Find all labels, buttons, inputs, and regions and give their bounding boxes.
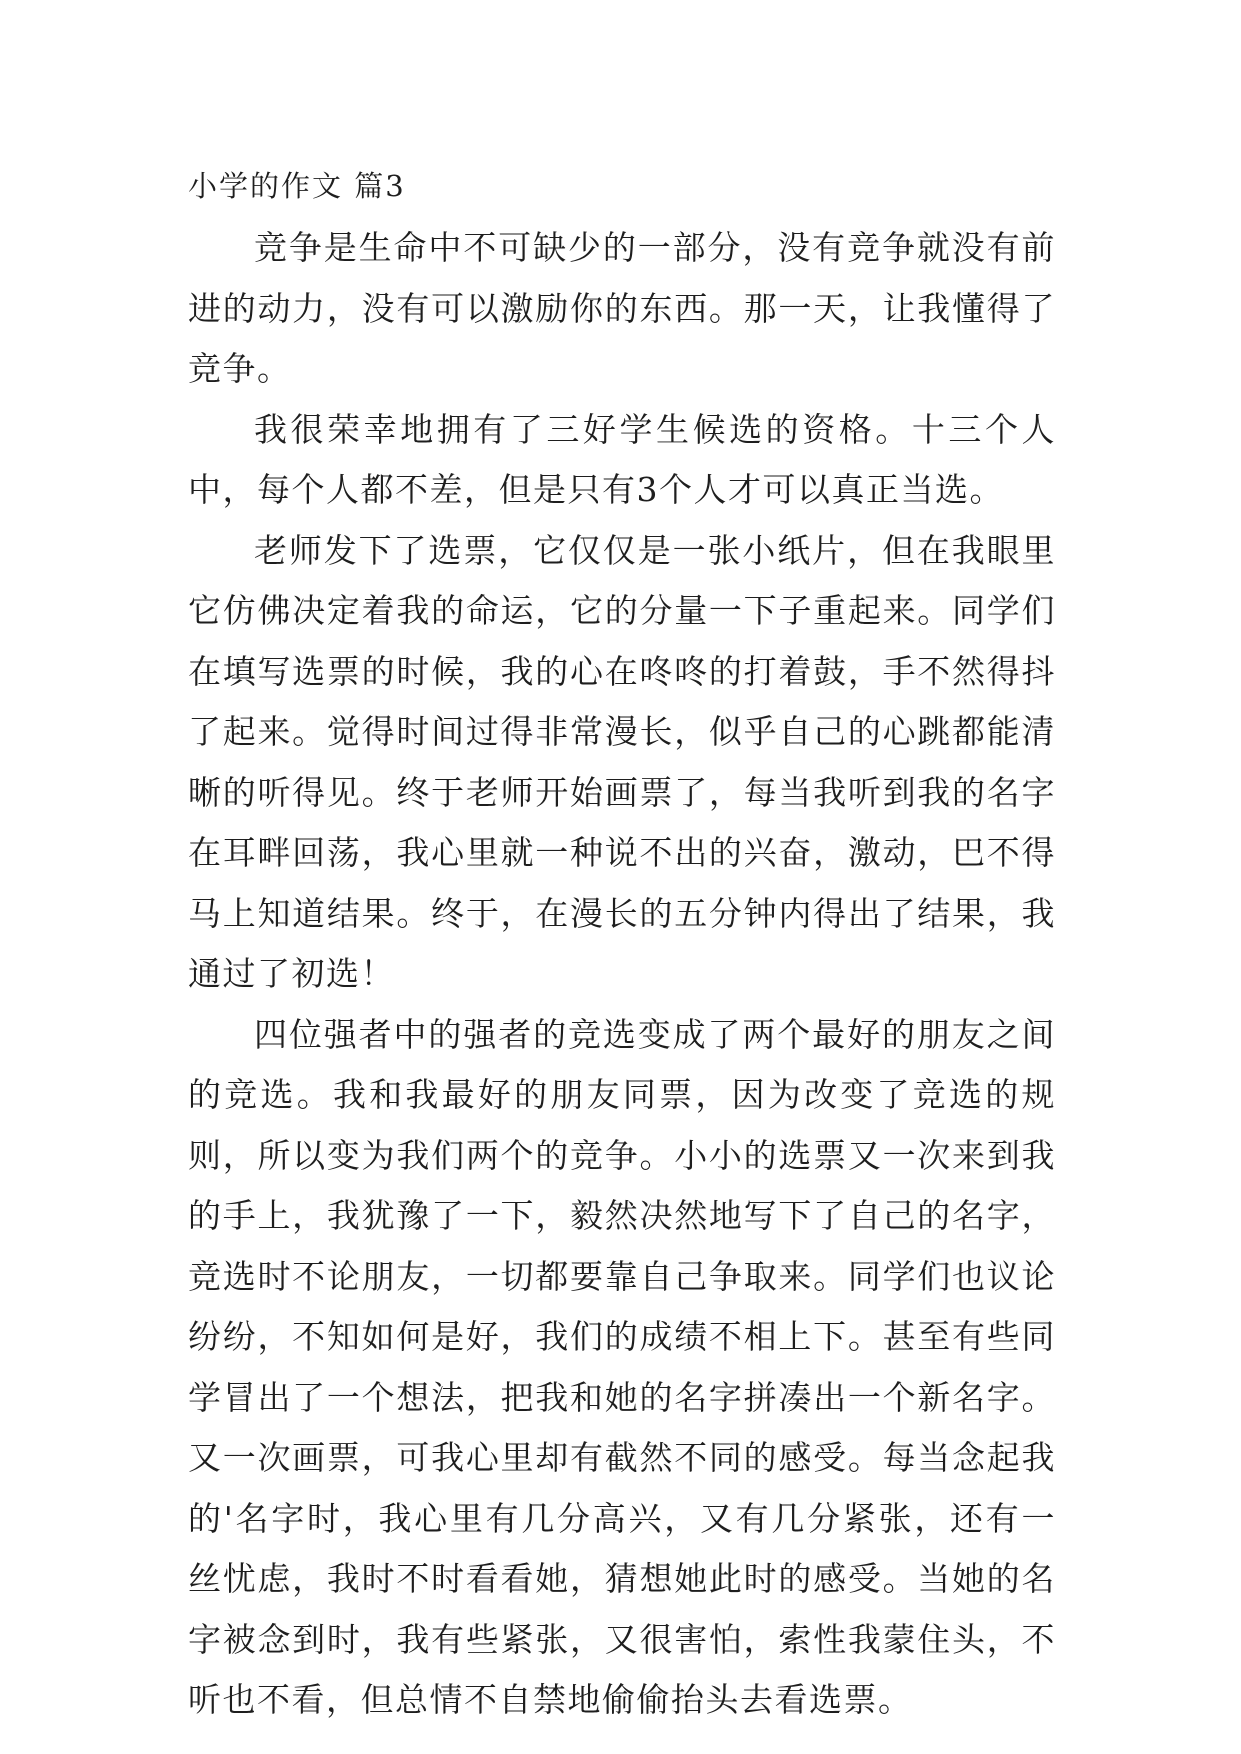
paragraph: 老师发下了选票，它仅仅是一张小纸片，但在我眼里它仿佛决定着我的命运，它的分量一下子重起来。同学们在填写选票的时候，我的心在咚咚的打着鼓，手不然得抖了起来。觉得时间过得非常漫长，似乎自己的心跳都能清晰的听得见。终于老师开始画票了，每当我听到我的名字在耳畔回荡，我心里就一种说不出的兴奋，激动，巴不得马上知道结果。终于，在漫长的五分钟内得出了结果，我通过了初选！ <box>188 530 1056 993</box>
paragraph: 我很荣幸地拥有了三好学生候选的资格。十三个人中，每个人都不差，但是只有3个人才可以真正当选。 <box>188 409 1056 509</box>
essay-body <box>188 218 1056 1731</box>
paragraph: 四位强者中的强者的竞选变成了两个最好的朋友之间的竞选。我和我最好的朋友同票，因为改变了竞选的规则，所以变为我们两个的竞争。小小的选票又一次来到我的手上，我犹豫了一下，毅然决然地写下了自己的名字，竞选时不论朋友，一切都要靠自己争取来。同学们也议论纷纷，不知如何是好，我们的成绩不相上下。甚至有些同学冒出了一个想法，把我和她的名字拼凑出一个新名字。又一次画票，可我心里却有截然不同的感受。每当念起我的'名字时，我心里有几分高兴，又有几分紧张，还有一丝忧虑，我时不时看看她，猜想她此时的感受。当她的名字被念到时，我有些紧张，又很害怕，索性我蒙住头，不听也不看，但总情不自禁地偷偷抬头去看选票。 <box>188 1014 1056 1719</box>
paragraph: 竞争是生命中不可缺少的一部分，没有竞争就没有前进的动力，没有可以激励你的东西。那一天，让我懂得了竞争。 <box>188 228 1056 388</box>
essay-heading: 小学的作文 篇3 <box>188 169 406 203</box>
